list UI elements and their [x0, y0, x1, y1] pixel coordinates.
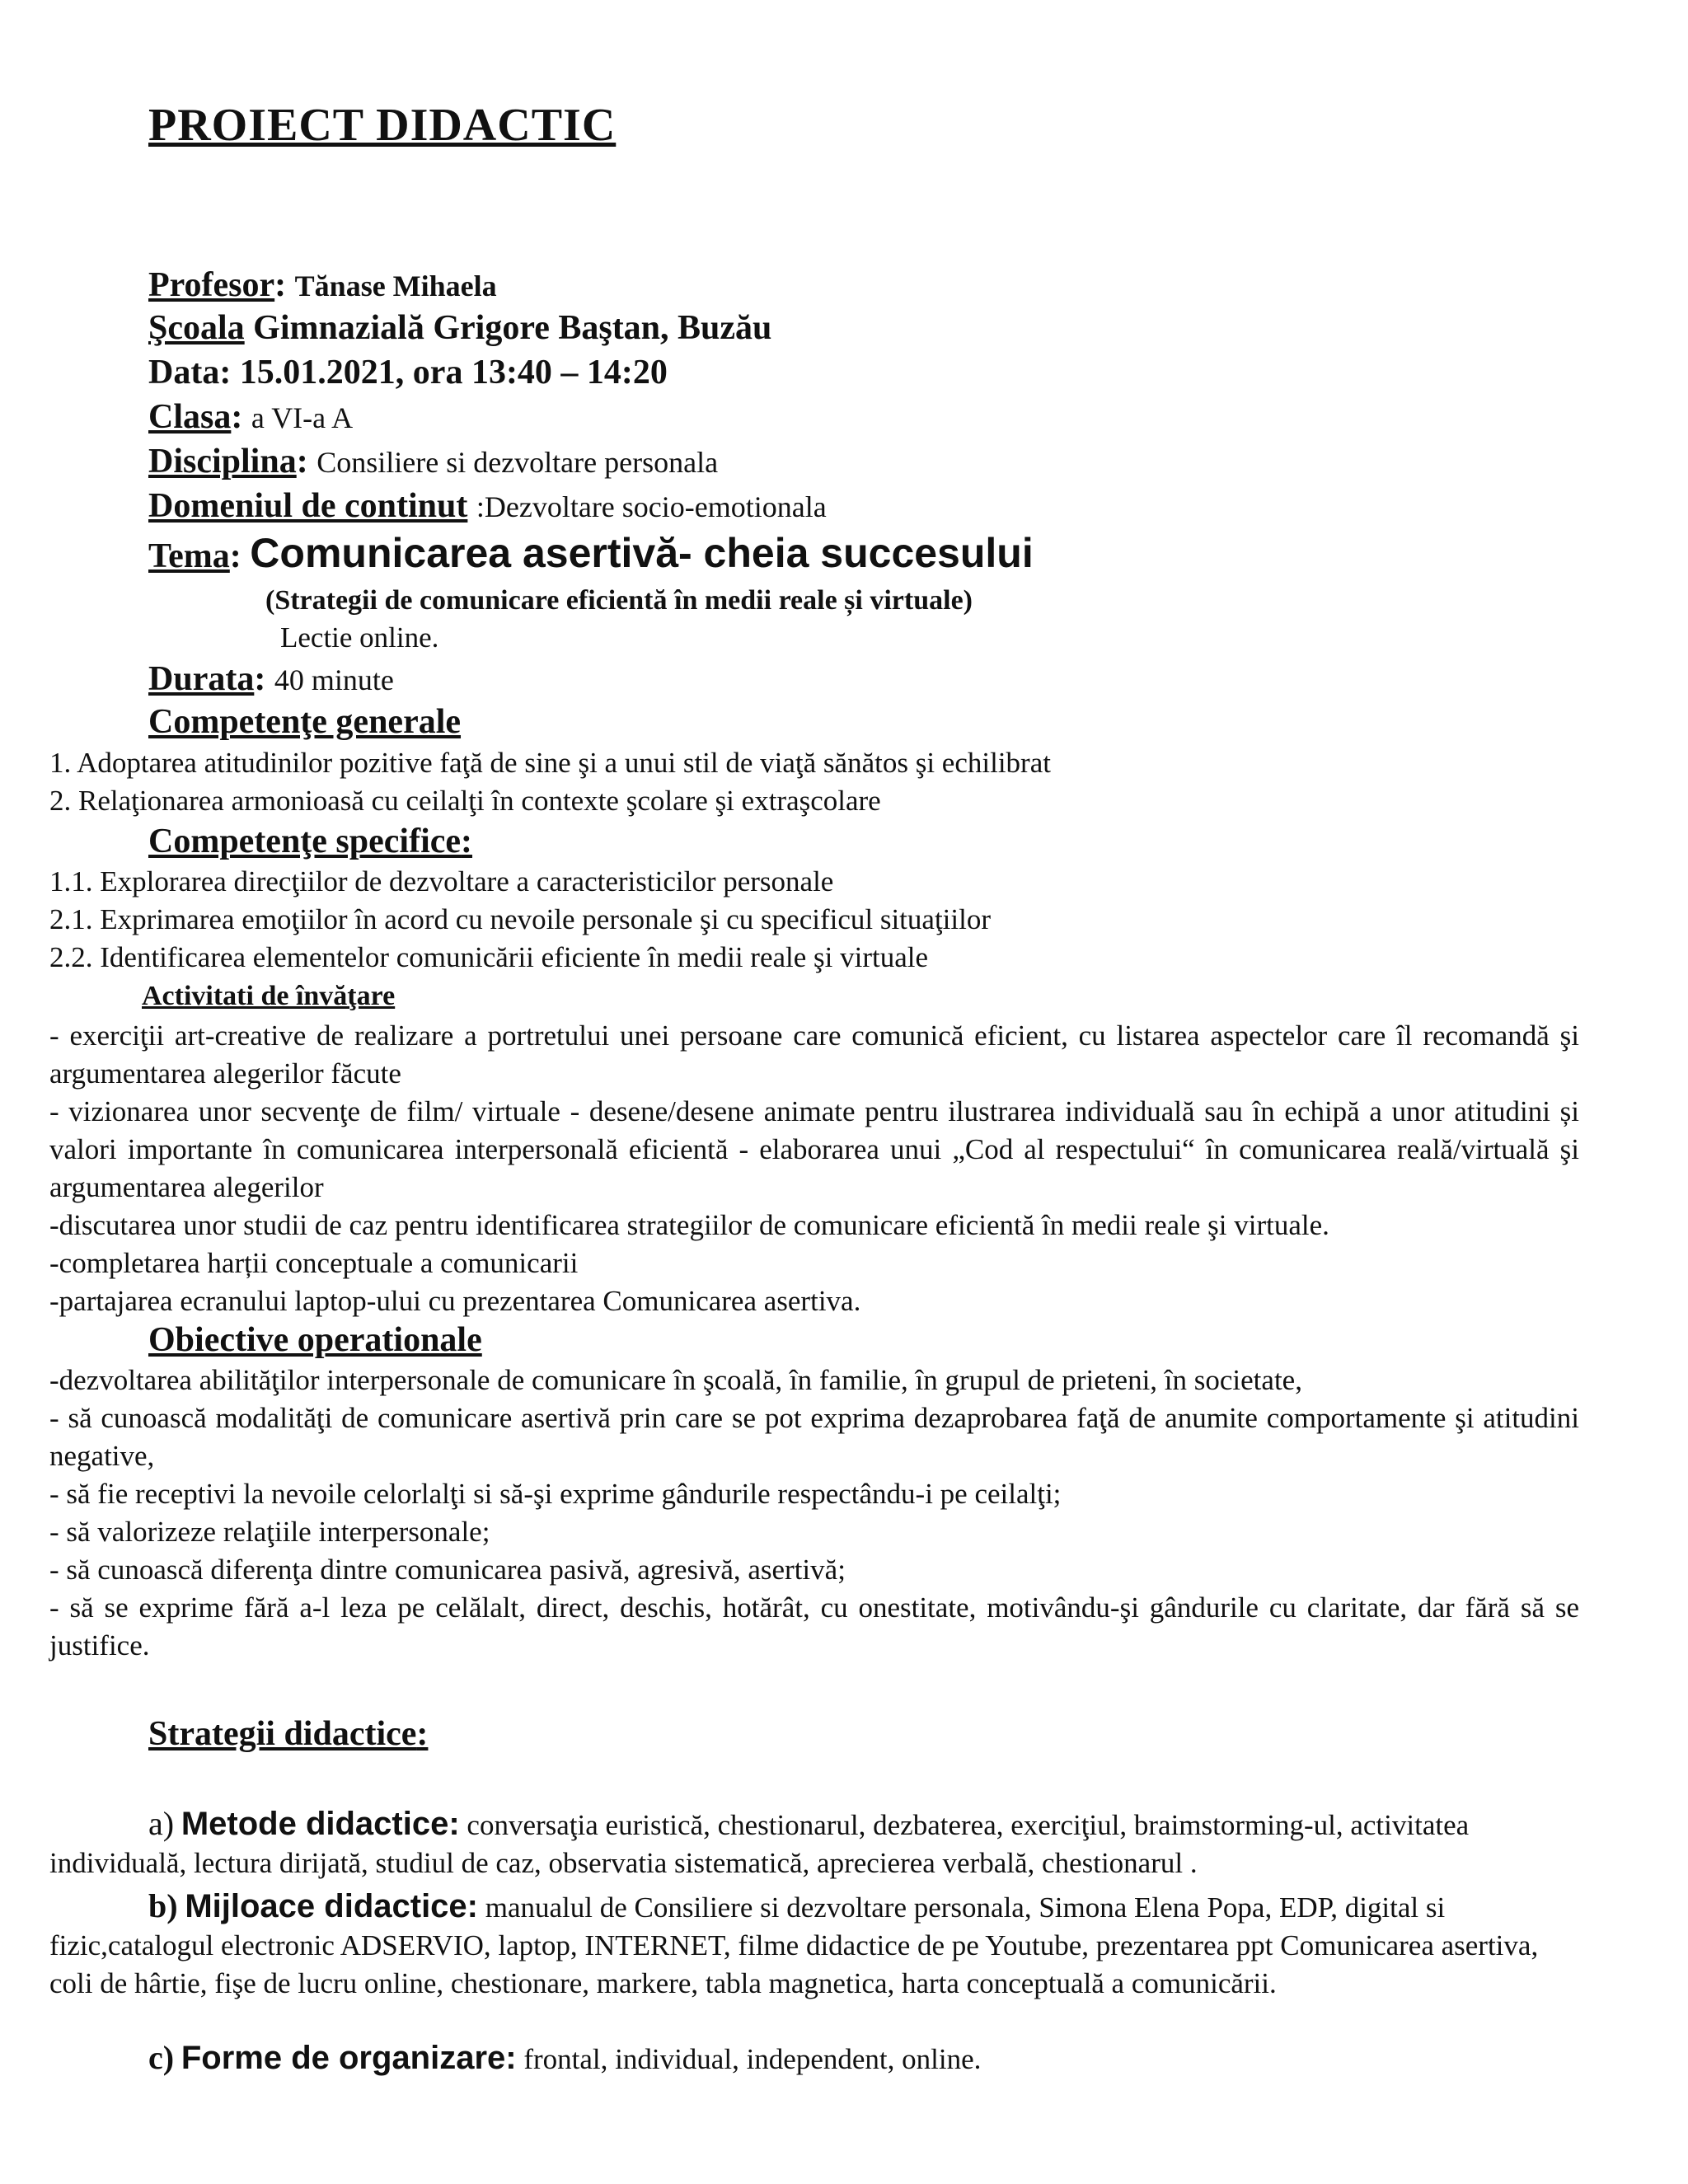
forme-text: frontal, individual, independent, online.	[523, 2043, 982, 2075]
competente-specifice-heading-text: Competenţe specifice	[148, 823, 462, 860]
disciplina-line: Disciplina: Consiliere si dezvoltare personala	[148, 443, 719, 480]
tema-label: Tema	[148, 537, 230, 575]
activitate-item: - exerciţii art-creative de realizare a portretului unei persoane care comunică eficient, cu listarea aspectelor care îl recomandă şi argumentarea alegerilor făcute	[49, 1019, 1579, 1090]
scoala-line	[148, 308, 771, 348]
obiectiv-item: - să cunoască diferenţa dintre comunicarea pasivă, agresivă, asertivă;	[49, 1554, 846, 1586]
domeniul-line	[148, 486, 827, 526]
clasa-label: Clasa	[148, 398, 232, 436]
mijloace-paragraph	[49, 1887, 1579, 2003]
activitate-item: -completarea harții conceptuale a comunicarii	[49, 1247, 579, 1279]
profesor-label: Profesor	[148, 266, 275, 304]
activitati-list	[49, 1017, 1579, 1320]
durata-label: Durata	[148, 660, 255, 698]
metode-text: conversaţia euristică, chestionarul, dezbaterea, exerciţiul, braimstorming-ul, activitatea individuală, lectura dirijată, studiul de caz, observatia sistematică, aprecierea verbală, chestionarul .	[49, 1809, 1470, 1879]
competente-specifice-heading: Competenţe specifice:	[148, 823, 473, 860]
forme-letter: c)	[148, 2039, 175, 2076]
competenta-generala-1: 1. Adoptarea atitudinilor pozitive faţă de sine şi a unui stil de viaţă sănătos şi echilibrat	[49, 747, 1051, 779]
durata-line: Durata: 40 minute	[148, 660, 394, 698]
obiectiv-item: - să fie receptivi la nevoile celorlalţi si să-şi exprime gândurile respectându-i pe ceilalţi;	[49, 1478, 1062, 1510]
competente-generale-heading: Competenţe generale	[148, 703, 462, 741]
activitate-item: -discutarea unor studii de caz pentru identificarea strategiilor de comunicare eficientă în medii reale şi virtuale.	[49, 1209, 1329, 1241]
mijloace-letter: b)	[148, 1887, 178, 1924]
mijloace-text: manualul de Consiliere si dezvoltare personala, Simona Elena Popa, EDP, digital si fizic,catalogul electronic ADSERVIO, laptop, INTERNET, filme didactice de pe Youtube, prezentarea ppt Comunicarea asertiva, coli de hârtie, fişe de lucru online, chestionare, markere, tabla magnetica, harta conceptuală a comunicării.	[49, 1891, 1539, 1999]
tema-line: Tema: Comunicarea asertivă- cheia succesului	[148, 530, 1034, 576]
profesor-value: Tănase Mihaela	[294, 269, 497, 302]
lectie-note: Lectie online.	[280, 621, 439, 654]
competenta-specifica-3: 2.2. Identificarea elementelor comunicării eficiente în medii reale şi virtuale	[49, 941, 929, 973]
obiectiv-item: - să cunoască modalităţi de comunicare asertivă prin care se pot exprima dezaprobarea faţă de anumite comportamente şi atitudini negative,	[49, 1402, 1579, 1472]
obiectiv-item: - să se exprime fără a-l leza pe celălalt, direct, deschis, hotărât, cu onestitate, motivându-şi gândurile cu claritate, dar fără să se justifice.	[49, 1591, 1579, 1661]
metode-letter: a)	[148, 1805, 175, 1842]
obiective-heading: Obiective operationale	[148, 1321, 482, 1359]
domeniul-label: Domeniul de continut	[148, 487, 468, 525]
activitate-item: - vizionarea unor secvenţe de film/ virtuale - desene/desene animate pentru ilustrarea individuală sau în echipă a unor atitudini și valori importante în comunicarea interpersonală eficientă - elaborarea unui „Cod al respectului“ în comunicarea reală/virtuală şi argumentarea alegerilor	[49, 1095, 1579, 1203]
durata-value: 40 minute	[274, 663, 394, 696]
tema-value: Comunicarea asertivă- cheia succesului	[250, 530, 1034, 576]
obiective-list	[49, 1361, 1579, 1665]
activitati-heading: Activitati de învăţare	[142, 981, 396, 1011]
metode-label: Metode didactice:	[181, 1806, 460, 1842]
activitate-item: -partajarea ecranului laptop-ului cu prezentarea Comunicarea asertiva.	[49, 1285, 861, 1317]
profesor-line: Profesor: Tănase Mihaela	[148, 266, 497, 304]
forme-paragraph	[49, 2039, 1579, 2079]
domeniul-value: :Dezvoltare socio-emotionala	[476, 490, 827, 523]
obiectiv-item: -dezvoltarea abilităţilor interpersonale de comunicare în şcoală, în familie, în grupul de prieteni, în societate,	[49, 1364, 1302, 1396]
clasa-line: Clasa: a VI-a A	[148, 398, 354, 436]
strategii-heading-text: Strategii didactice	[148, 1715, 417, 1753]
scoala-value: Gimnazială Grigore Baştan, Buzău	[253, 309, 772, 347]
disciplina-label: Disciplina	[148, 443, 297, 480]
clasa-value: a VI-a A	[251, 401, 354, 434]
strategii-heading: Strategii didactice:	[148, 1715, 429, 1753]
competenta-specifica-1: 1.1. Explorarea direcţiilor de dezvoltare a caracteristicilor personale	[49, 865, 834, 898]
mijloace-label: Mijloace didactice:	[185, 1888, 478, 1924]
competenta-generala-2: 2. Relaţionarea armonioasă cu ceilalţi în contexte şcolare şi extraşcolare	[49, 785, 881, 817]
metode-paragraph	[49, 1805, 1579, 1882]
document-title: PROIECT DIDACTIC	[148, 100, 617, 151]
forme-label: Forme de organizare:	[181, 2040, 517, 2076]
disciplina-value: Consiliere si dezvoltare personala	[316, 446, 719, 479]
scoala-label: Şcoala	[148, 309, 245, 347]
data-line: Data: 15.01.2021, ora 13:40 – 14:20	[148, 354, 668, 391]
tema-subtitle: (Strategii de comunicare eficientă în medii reale și virtuale)	[265, 585, 973, 616]
competenta-specifica-2: 2.1. Exprimarea emoţiilor în acord cu nevoile personale şi cu specificul situaţiilor	[49, 903, 991, 935]
obiectiv-item: - să valorizeze relaţiile interpersonale;	[49, 1516, 490, 1548]
